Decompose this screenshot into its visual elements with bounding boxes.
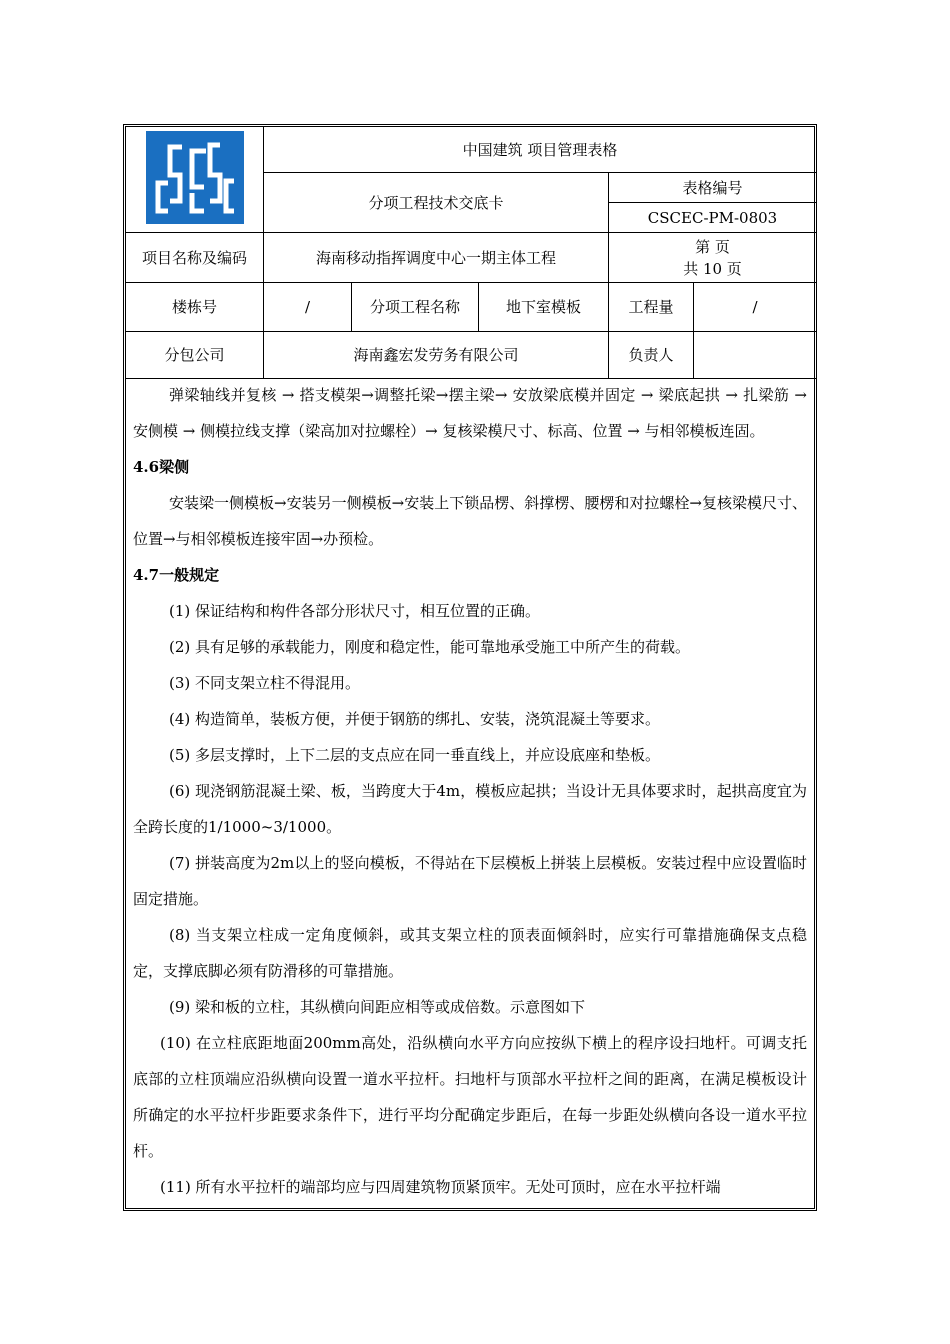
project-value: 海南移动指挥调度中心一期主体工程 xyxy=(315,248,556,267)
rule-item: (8) 当支架立柱成一定角度倾斜，或其支架立柱的顶表面倾斜时，应实行可靠措施确保支点稳定，支撑底脚必须有防滑移的可靠措施。 xyxy=(133,926,807,980)
building-value: / xyxy=(304,298,311,316)
section-4-7-heading: 4.7一般规定 xyxy=(133,566,220,584)
rule-item: (3) 不同支架立柱不得混用。 xyxy=(169,674,361,692)
rule-item: (10) 在立柱底距地面200mm高处，沿纵横向水平方向应按纵下横上的程序设扫地杆。可调支托底部的立柱顶端应沿纵横向设置一道水平拉杆。扫地杆与顶部水平拉杆之间的距离，在满足模板设计所确定的水平拉杆步距要求条件下，进行平均分配确定步距后，在每一步距处纵横向各设一道水平拉杆。 xyxy=(133,1034,807,1160)
rule-item: (6) 现浇钢筋混凝土梁、板，当跨度大于4m，模板应起拱；当设计无具体要求时，起拱高度宜为全跨长度的1/1000~3/1000。 xyxy=(133,782,807,836)
leader-value xyxy=(694,332,816,378)
project-label: 项目名称及编码 xyxy=(141,248,247,267)
rule-item: (1) 保证结构和构件各部分形状尺寸，相互位置的正确。 xyxy=(169,602,541,620)
page-total: 共 10 页 xyxy=(683,259,742,278)
process-flow-paragraph: 弹梁轴线并复核 → 搭支模架→调整托梁→摆主梁→ 安放梁底模并固定 → 梁底起拱 → 扎梁筋 → 安侧模 → 侧模拉线支撑（梁高加对拉螺栓）→ 复核梁模尺寸、标高、位置 → 与相邻模板连固。 xyxy=(133,386,807,440)
form-no-label: 表格编号 xyxy=(682,178,743,197)
page-label: 第 页 xyxy=(695,237,730,256)
cscec-logo xyxy=(146,131,244,224)
quantity-value: / xyxy=(752,298,758,316)
building-label: 楼栋号 xyxy=(171,298,217,316)
rule-item: (9) 梁和板的立柱，其纵横向间距应相等或成倍数。示意图如下 xyxy=(169,998,586,1016)
card-title: 分项工程技术交底卡 xyxy=(368,193,504,212)
section-4-6-paragraph: 安装梁一侧模板→安装另一侧模板→安装上下锁品楞、斜撑楞、腰楞和对拉螺栓→复核梁模尺寸、位置→与相邻模板连接牢固→办预检。 xyxy=(133,494,807,548)
subitem-value: 地下室模板 xyxy=(505,298,581,316)
rule-item: (5) 多层支撑时，上下二层的支点应在同一垂直线上，并应设底座和垫板。 xyxy=(169,746,661,764)
rule-item: (7) 拼装高度为2m以上的竖向模板，不得站在下层模板上拼装上层模板。安装过程中应设置临时固定措施。 xyxy=(133,854,807,908)
page-number xyxy=(609,233,816,282)
quantity-label: 工程量 xyxy=(628,298,674,316)
subcontractor-label: 分包公司 xyxy=(164,346,225,364)
subitem-label: 分项工程名称 xyxy=(369,298,460,316)
form-no-value: CSCEC-PM-0803 xyxy=(647,208,778,227)
disclosure-content xyxy=(133,377,807,1205)
leader-label: 负责人 xyxy=(628,346,674,364)
section-4-6-heading: 4.6梁侧 xyxy=(133,458,190,476)
rule-item: (4) 构造简单，装板方便，并便于钢筋的绑扎、安装，浇筑混凝土等要求。 xyxy=(169,710,661,728)
company-form-title: 中国建筑 项目管理表格 xyxy=(462,141,618,159)
subcontractor-value: 海南鑫宏发劳务有限公司 xyxy=(353,346,519,364)
rule-item: (2) 具有足够的承载能力，刚度和稳定性，能可靠地承受施工中所产生的荷载。 xyxy=(169,638,691,656)
rule-item: (11) 所有水平拉杆的端部均应与四周建筑物顶紧顶牢。无处可顶时，应在水平拉杆端 xyxy=(160,1178,721,1196)
